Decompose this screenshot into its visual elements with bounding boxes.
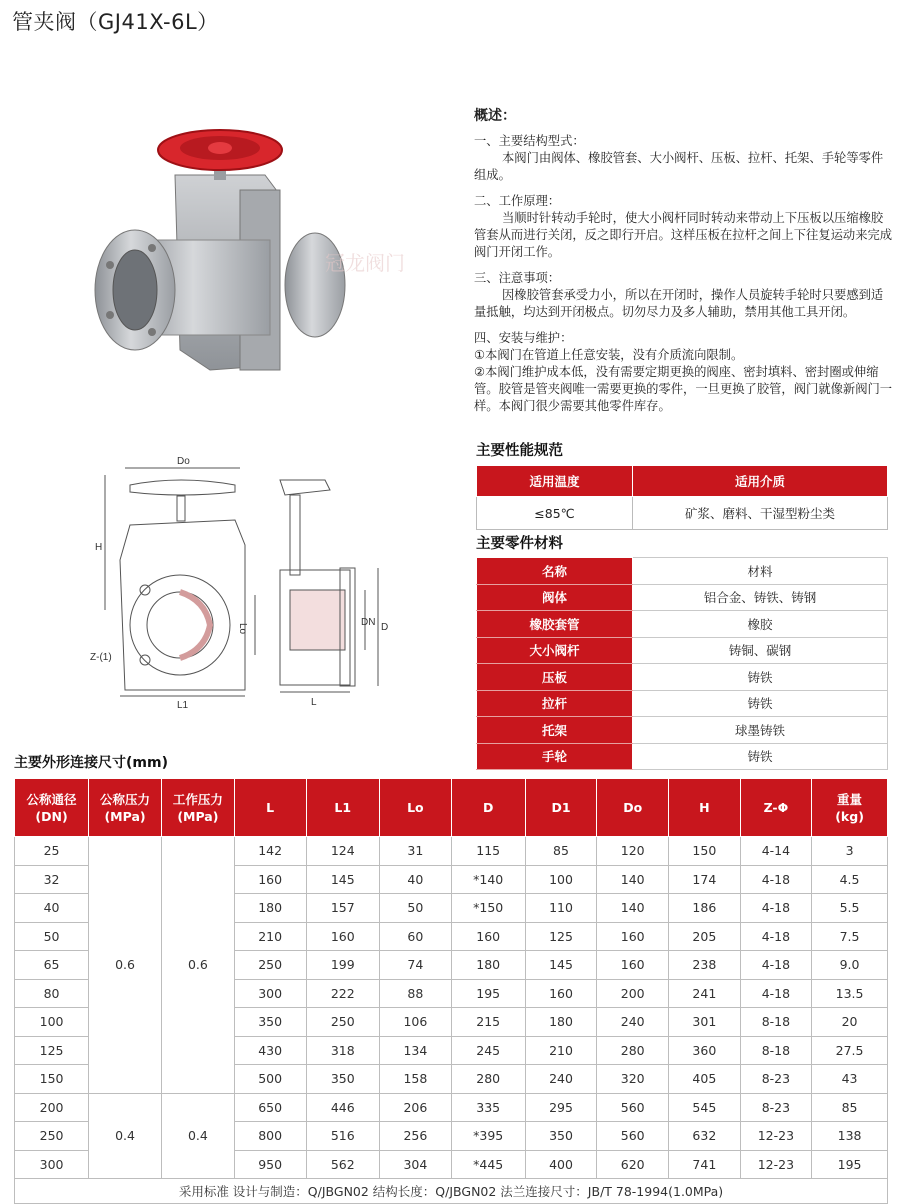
- materials-heading: 主要零件材料: [476, 536, 563, 552]
- dimension-cell: 60: [380, 922, 452, 951]
- dimension-cell: 88: [380, 979, 452, 1008]
- dimension-cell: 145: [525, 951, 597, 980]
- dimension-cell: 650: [234, 1093, 306, 1122]
- dimension-cell: 256: [380, 1122, 452, 1151]
- part-material: 材料: [633, 558, 888, 585]
- nominal-pressure-cell: 0.6: [89, 837, 162, 1094]
- dn-cell: 25: [15, 837, 89, 866]
- part-name: 拉杆: [477, 690, 633, 717]
- dimension-cell: *395: [451, 1122, 525, 1151]
- valve-photo: [90, 120, 410, 390]
- dimension-cell: 301: [669, 1008, 741, 1037]
- dimension-cell: 150: [669, 837, 741, 866]
- part-material: 球墨铸铁: [633, 717, 888, 744]
- dimension-cell: 245: [451, 1036, 525, 1065]
- overview-structure: [474, 133, 894, 184]
- part-material: 铸铁: [633, 690, 888, 717]
- dimension-cell: 350: [525, 1122, 597, 1151]
- part-material: 铸铁: [633, 664, 888, 691]
- dimension-cell: 8-23: [740, 1065, 811, 1094]
- dimension-cell: 4-18: [740, 865, 811, 894]
- part-material: 铸铜、碳钢: [633, 637, 888, 664]
- working-pressure-cell: 0.4: [161, 1093, 234, 1179]
- working-pressure-cell: 0.6: [161, 837, 234, 1094]
- dimension-cell: 241: [669, 979, 741, 1008]
- dimension-cell: 300: [234, 979, 306, 1008]
- dimension-cell: 12-23: [740, 1150, 811, 1179]
- dimension-cell: 195: [812, 1150, 888, 1179]
- dim-do-label: Do: [177, 456, 190, 467]
- part-name: 名称: [477, 558, 633, 585]
- dimension-cell: *445: [451, 1150, 525, 1179]
- dimension-cell: 350: [306, 1065, 380, 1094]
- section-label: 一、主要结构型式：: [474, 134, 585, 148]
- dimension-cell: 8-23: [740, 1093, 811, 1122]
- dimension-cell: 741: [669, 1150, 741, 1179]
- page-title: 管夹阀（GJ41X-6L）: [12, 10, 219, 34]
- dimension-cell: 240: [597, 1008, 669, 1037]
- column-header: Do: [597, 779, 669, 837]
- dimensions-heading: 主要外形连接尺寸(mm): [14, 755, 168, 771]
- spec-cell: 矿浆、磨料、干湿型粉尘类: [633, 497, 888, 530]
- column-header: 公称通径 (DN): [15, 779, 89, 837]
- dimension-cell: 142: [234, 837, 306, 866]
- spec-table: [476, 465, 888, 530]
- dimension-cell: 160: [597, 922, 669, 951]
- section-body: 本阀门由阀体、橡胶管套、大小阀杆、压板、拉杆、托架、手轮等零件组成。: [474, 151, 884, 182]
- part-name: 手轮: [477, 743, 633, 770]
- dimension-cell: 20: [812, 1008, 888, 1037]
- table-row: [477, 743, 888, 770]
- column-header: 重量 (kg): [812, 779, 888, 837]
- materials-table: [476, 557, 888, 770]
- svg-text:冠龙阀门: 冠龙阀门: [325, 253, 405, 275]
- dimension-cell: 9.0: [812, 951, 888, 980]
- dim-d-label: D: [381, 622, 389, 633]
- column-header: Lo: [380, 779, 452, 837]
- table-row: [477, 611, 888, 638]
- dimension-cell: 206: [380, 1093, 452, 1122]
- dimension-cell: 110: [525, 894, 597, 923]
- dimension-cell: 125: [525, 922, 597, 951]
- dimension-cell: 160: [234, 865, 306, 894]
- dimension-cell: 500: [234, 1065, 306, 1094]
- dim-lo-label: Lo: [237, 623, 248, 635]
- section-body: 当顺时针转动手轮时，使大小阀杆同时转动来带动上下压板以压缩橡胶管套从而进行关闭，反之即行开启。这样压板在拉杆之间上下往复运动来完成阀门开闭工作。: [474, 211, 893, 259]
- dim-z-label: Z-(1): [90, 652, 112, 663]
- dimension-cell: 180: [234, 894, 306, 923]
- dimension-cell: 7.5: [812, 922, 888, 951]
- column-header: H: [669, 779, 741, 837]
- dimension-cell: 160: [306, 922, 380, 951]
- table-row: [477, 558, 888, 585]
- dimension-cell: 180: [451, 951, 525, 980]
- dimension-cell: 31: [380, 837, 452, 866]
- dn-cell: 32: [15, 865, 89, 894]
- dimension-cell: 320: [597, 1065, 669, 1094]
- dimension-cell: 295: [525, 1093, 597, 1122]
- dimension-cell: 632: [669, 1122, 741, 1151]
- table-row: [477, 584, 888, 611]
- dimension-cell: 4.5: [812, 865, 888, 894]
- dimension-cell: 5.5: [812, 894, 888, 923]
- standards-row: [15, 1179, 888, 1204]
- table-row: [477, 664, 888, 691]
- overview-principle: [474, 193, 894, 261]
- dimension-cell: 50: [380, 894, 452, 923]
- section-label: 二、工作原理：: [474, 194, 561, 208]
- dimension-cell: 174: [669, 865, 741, 894]
- dimension-cell: 157: [306, 894, 380, 923]
- dimension-cell: 360: [669, 1036, 741, 1065]
- dimension-cell: 318: [306, 1036, 380, 1065]
- part-name: 阀体: [477, 584, 633, 611]
- part-name: 压板: [477, 664, 633, 691]
- part-material: 铝合金、铸铁、铸钢: [633, 584, 888, 611]
- dimension-cell: 560: [597, 1122, 669, 1151]
- dimension-cell: 446: [306, 1093, 380, 1122]
- section-label: 四、安装与维护：: [474, 331, 573, 345]
- dim-dn-label: DN: [361, 617, 376, 628]
- dimension-cell: 560: [597, 1093, 669, 1122]
- dimension-cell: 120: [597, 837, 669, 866]
- dimension-cell: 145: [306, 865, 380, 894]
- dimension-cell: 335: [451, 1093, 525, 1122]
- dimension-cell: 106: [380, 1008, 452, 1037]
- column-header: Z-Φ: [740, 779, 811, 837]
- dimension-cell: 405: [669, 1065, 741, 1094]
- dimension-cell: 280: [451, 1065, 525, 1094]
- spec-cell: ≤85℃: [477, 497, 633, 530]
- dimension-cell: 12-23: [740, 1122, 811, 1151]
- dimension-cell: 134: [380, 1036, 452, 1065]
- dimension-cell: 180: [525, 1008, 597, 1037]
- dim-l-label: L: [311, 697, 317, 708]
- table-row: [477, 637, 888, 664]
- part-material: 橡胶: [633, 611, 888, 638]
- dimension-cell: 85: [812, 1093, 888, 1122]
- spec-header: 适用介质: [633, 466, 888, 497]
- dimension-cell: 238: [669, 951, 741, 980]
- nominal-pressure-cell: 0.4: [89, 1093, 162, 1179]
- dimension-cell: 4-18: [740, 922, 811, 951]
- dimension-cell: 200: [597, 979, 669, 1008]
- dimension-cell: 222: [306, 979, 380, 1008]
- part-name: 大小阀杆: [477, 637, 633, 664]
- table-row: [477, 690, 888, 717]
- dimension-cell: 545: [669, 1093, 741, 1122]
- dimension-cell: *140: [451, 865, 525, 894]
- column-header: L1: [306, 779, 380, 837]
- dimension-cell: 3: [812, 837, 888, 866]
- dimension-cell: *150: [451, 894, 525, 923]
- dimension-cell: 27.5: [812, 1036, 888, 1065]
- dimension-cell: 160: [451, 922, 525, 951]
- install-line: ②本阀门维护成本低，没有需要定期更换的阀座、密封填料、密封圈或伸缩管。胶管是管夹阀唯一需要更换的零件，一旦更换了胶管，阀门就像新阀门一样。本阀门很少需要其他零件库存。: [474, 365, 893, 413]
- dimension-cell: 250: [306, 1008, 380, 1037]
- dimension-cell: 210: [234, 922, 306, 951]
- dimension-cell: 205: [669, 922, 741, 951]
- table-row: [477, 717, 888, 744]
- dn-cell: 50: [15, 922, 89, 951]
- overview-install: [474, 330, 894, 415]
- dimension-cell: 158: [380, 1065, 452, 1094]
- valve-drawing: [85, 450, 420, 710]
- dimension-cell: 430: [234, 1036, 306, 1065]
- dimension-cell: 160: [525, 979, 597, 1008]
- dimension-cell: 350: [234, 1008, 306, 1037]
- dn-cell: 80: [15, 979, 89, 1008]
- dim-h-label: H: [95, 542, 103, 553]
- dimension-cell: 8-18: [740, 1008, 811, 1037]
- dimension-cell: 950: [234, 1150, 306, 1179]
- dimension-cell: 215: [451, 1008, 525, 1037]
- dimension-cell: 13.5: [812, 979, 888, 1008]
- table-row: [15, 837, 888, 866]
- column-header: L: [234, 779, 306, 837]
- dimension-cell: 516: [306, 1122, 380, 1151]
- dimensions-table: [14, 778, 888, 1204]
- dim-l1-label: L1: [177, 700, 189, 710]
- overview-heading: 概述：: [474, 108, 516, 124]
- dn-cell: 250: [15, 1122, 89, 1151]
- dimension-cell: 4-18: [740, 951, 811, 980]
- dn-cell: 100: [15, 1008, 89, 1037]
- dn-cell: 125: [15, 1036, 89, 1065]
- dimension-cell: 85: [525, 837, 597, 866]
- table-row: [15, 1093, 888, 1122]
- part-material: 铸铁: [633, 743, 888, 770]
- column-header: D: [451, 779, 525, 837]
- dimension-cell: 240: [525, 1065, 597, 1094]
- dimension-cell: 4-18: [740, 894, 811, 923]
- dn-cell: 200: [15, 1093, 89, 1122]
- column-header: D1: [525, 779, 597, 837]
- dimension-cell: 74: [380, 951, 452, 980]
- dimension-cell: 304: [380, 1150, 452, 1179]
- overview-notes: [474, 270, 894, 321]
- section-body: 因橡胶管套承受力小，所以在开闭时，操作人员旋转手轮时只要感到适量抵触，均达到开闭极点。切勿尽力及多人辅助，禁用其他工具开闭。: [474, 288, 884, 319]
- dimension-cell: 100: [525, 865, 597, 894]
- column-header: 工作压力 (MPa): [161, 779, 234, 837]
- dn-cell: 40: [15, 894, 89, 923]
- part-name: 托架: [477, 717, 633, 744]
- install-line: ①本阀门在管道上任意安装，没有介质流向限制。: [474, 348, 744, 362]
- standards-note: 采用标准 设计与制造：Q/JBGN02 结构长度：Q/JBGN02 法兰连接尺寸：JB/T 78-1994(1.0MPa): [15, 1179, 888, 1204]
- spec-heading: 主要性能规范: [476, 443, 563, 459]
- dn-cell: 300: [15, 1150, 89, 1179]
- overview-section: [474, 108, 894, 424]
- dimension-cell: 8-18: [740, 1036, 811, 1065]
- dimension-cell: 210: [525, 1036, 597, 1065]
- dn-cell: 150: [15, 1065, 89, 1094]
- part-name: 橡胶套管: [477, 611, 633, 638]
- dimension-cell: 124: [306, 837, 380, 866]
- dimension-cell: 280: [597, 1036, 669, 1065]
- spec-header: 适用温度: [477, 466, 633, 497]
- dimension-cell: 195: [451, 979, 525, 1008]
- dimension-cell: 620: [597, 1150, 669, 1179]
- dimension-cell: 140: [597, 865, 669, 894]
- dimension-cell: 562: [306, 1150, 380, 1179]
- dimension-cell: 199: [306, 951, 380, 980]
- dimension-cell: 250: [234, 951, 306, 980]
- dn-cell: 65: [15, 951, 89, 980]
- dimension-cell: 43: [812, 1065, 888, 1094]
- dimension-cell: 186: [669, 894, 741, 923]
- section-label: 三、注意事项：: [474, 271, 561, 285]
- dimension-cell: 400: [525, 1150, 597, 1179]
- dimension-cell: 800: [234, 1122, 306, 1151]
- dimension-cell: 140: [597, 894, 669, 923]
- dimension-cell: 115: [451, 837, 525, 866]
- column-header: 公称压力 (MPa): [89, 779, 162, 837]
- dimension-cell: 138: [812, 1122, 888, 1151]
- dimension-cell: 40: [380, 865, 452, 894]
- dimension-cell: 4-18: [740, 979, 811, 1008]
- dimension-cell: 160: [597, 951, 669, 980]
- dimension-cell: 4-14: [740, 837, 811, 866]
